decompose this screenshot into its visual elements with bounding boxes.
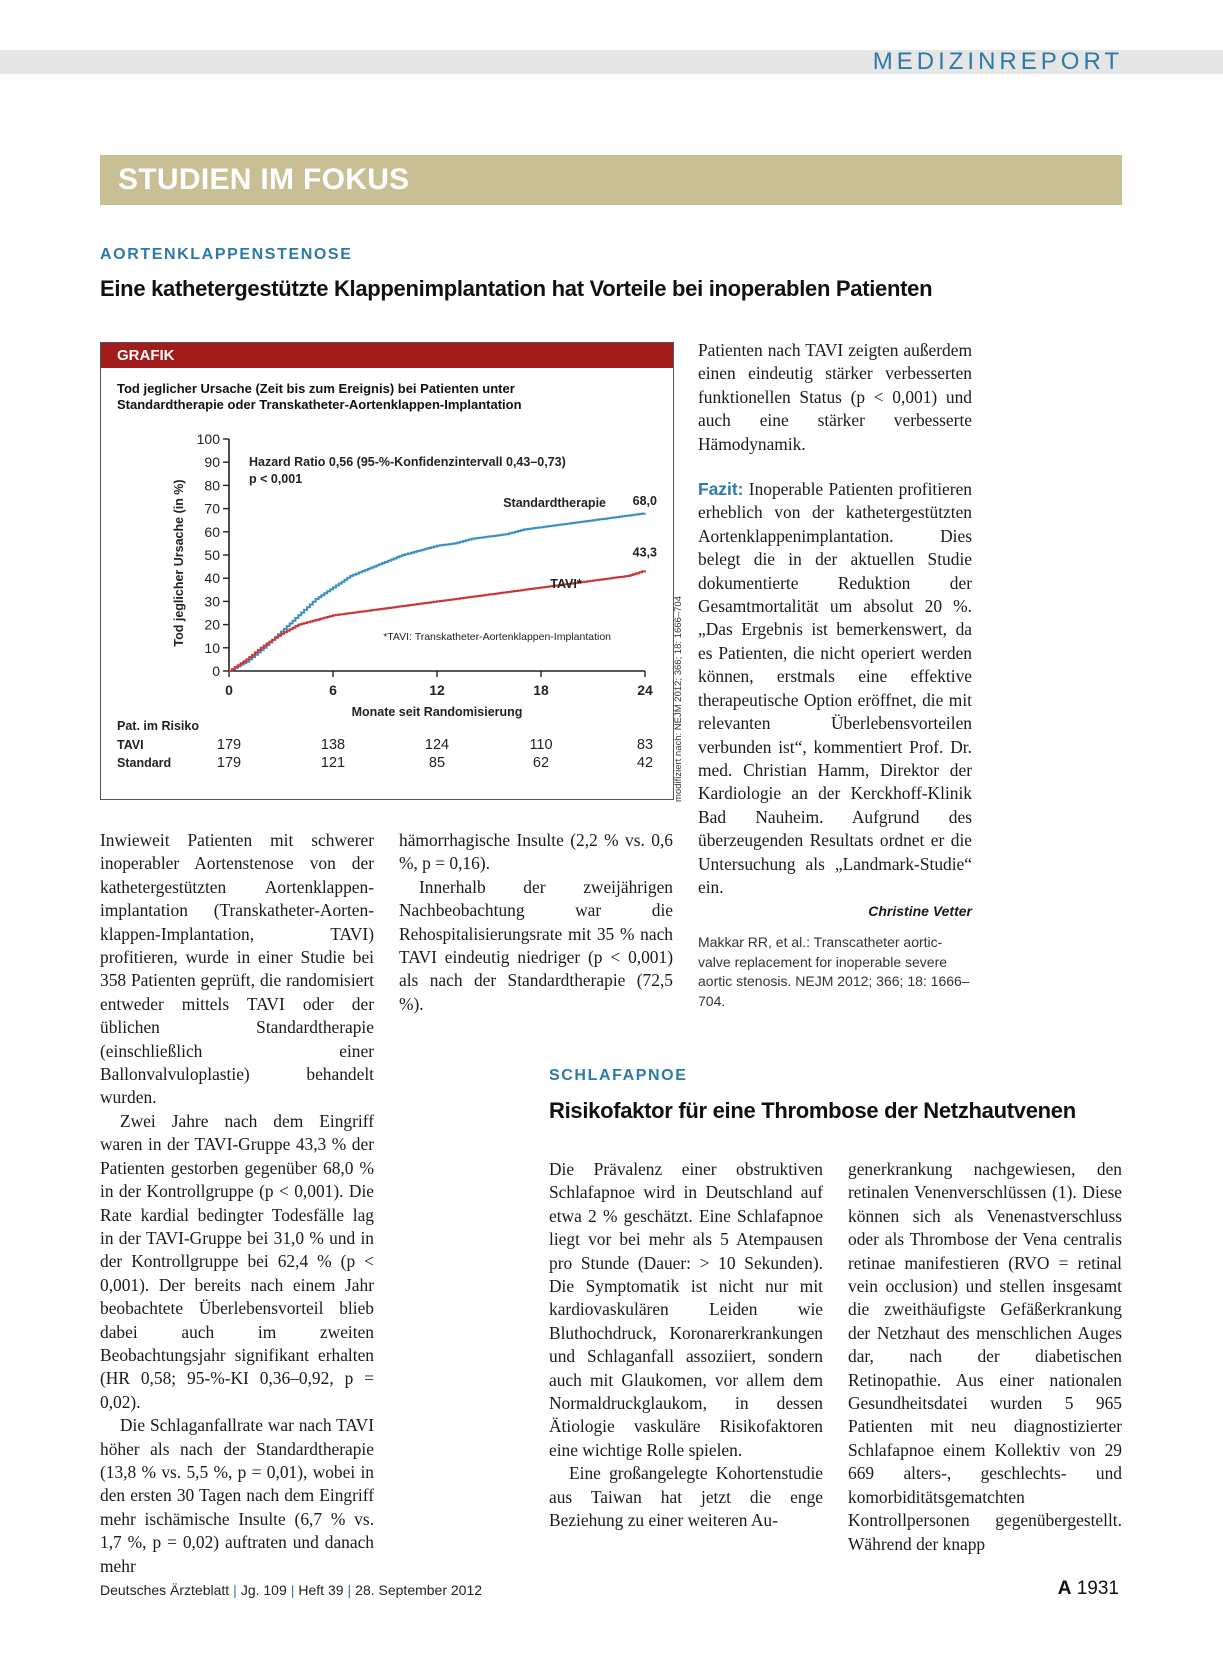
- y-tick-label: 0: [212, 663, 220, 679]
- article1-column3: [698, 339, 972, 899]
- article1-col3-intro: Patienten nach TAVI zeigten außerdem einen eindeutig stärker verbesserten funktionellen Status (p < 0,001) und auch eine stärker verbesserte Hämodynamik.: [698, 340, 972, 454]
- graphic-credit-text: modifiziert nach: NEJM 2012; 366; 18: 1666–704: [673, 596, 684, 802]
- y-tick-label: 60: [204, 523, 220, 540]
- fazit-text: Inoperable Patienten profitieren erheblich von der kathetergestützten Aortenklappenimplantation. Dies belegt die in der aktuellen Studie dokumentierte Reduktion der Gesamtmortalität um absolut 20 %. „Das Ergebnis ist bemerkenswert, da es Patienten, die nicht operiert werden können, erstmals eine effektive therapeutische Option eröffnet, die mit relevanten Überlebensvorteilen verbunden ist“, kommentiert Prof. Dr. med. Christian Hamm, Direktor der Kardiologie an der Kerckhoff-Klinik Bad Nauheim. Aufgrund des überzeugenden Resultats ordnet er die Untersuchung als „Landmark-Studie“ ein.: [698, 479, 972, 897]
- page-number: [1058, 1578, 1119, 1600]
- article1-reference: Makkar RR, et al.: Transcatheter aortic-valve replacement for inoperable severe aortic stenosis. NEJM 2012; 366; 18: 1666–704.: [698, 934, 970, 1009]
- risk-value: 121: [320, 755, 346, 771]
- graphic-box: [100, 342, 674, 800]
- article1-headline: Eine kathetergestützte Klappenimplantation hat Vorteile bei inoperablen Patienten: [100, 276, 933, 301]
- survival-chart: [101, 343, 675, 801]
- series-label: Standardtherapie: [503, 496, 606, 510]
- y-tick-label: 100: [196, 431, 220, 447]
- y-tick-label: 80: [204, 477, 220, 494]
- x-tick-label: 18: [533, 682, 549, 698]
- p-value-annotation: p < 0,001: [249, 472, 303, 486]
- risk-row-label: Standard: [117, 756, 172, 770]
- article1-column1: [100, 829, 374, 1578]
- page-prefix: A: [1057, 1578, 1072, 1599]
- risk-value: 42: [636, 755, 654, 771]
- article2-kicker: SCHLAFAPNOE: [549, 1067, 688, 1084]
- article1-column2: [399, 829, 673, 1016]
- section-label: MEDIZINREPORT: [872, 48, 1123, 75]
- series-label: TAVI*: [550, 577, 582, 591]
- risk-table-header: Pat. im Risiko: [117, 719, 199, 733]
- x-tick-label: 6: [329, 682, 337, 698]
- article1-col1-para1: Inwieweit Patienten mit schwerer inoperabler Aortenstenose von der kathetergestützten Aortenklappen-implantation (Transkatheter-Aorten-klappen-Implantation, TAVI) profitieren, wurde in einer Studie bei 358 Patienten geprüft, die randomisiert entweder mittels TAVI oder der üblichen Standardtherapie (einschließlich einer Ballonvalvuloplastie) behandelt wurden.: [100, 830, 374, 1108]
- article1-author: Christine Vetter: [868, 903, 972, 919]
- risk-value: 110: [529, 737, 553, 753]
- footer-volume: Jg. 109: [240, 1582, 287, 1598]
- y-tick-label: 90: [204, 454, 220, 471]
- article2-headline: Risikofaktor für eine Thrombose der Netzhautvenen: [549, 1098, 1076, 1123]
- risk-value: 179: [216, 737, 242, 753]
- risk-value: 85: [428, 755, 446, 771]
- graphic-label: GRAFIK: [101, 343, 673, 368]
- footer: Deutsches Ärzteblatt | Jg. 109 | Heft 39 | 28. September 2012: [100, 1582, 483, 1598]
- risk-value: 62: [532, 755, 550, 771]
- fazit-label: Fazit:: [698, 479, 744, 500]
- graphic-title-line1: Tod jeglicher Ursache (Zeit bis zum Ereignis) bei Patienten unter: [117, 381, 515, 396]
- risk-value: 124: [424, 737, 450, 753]
- graphic-title-line2: Standardtherapie oder Transkatheter-Aortenklappen-Implantation: [117, 397, 522, 412]
- article2-col2-para1: generkrankung nachgewiesen, den retinalen Venenverschlüssen (1). Diese können sich als Venenastverschluss oder als Thrombose der Vena centralis retinae manifestieren (RVO = retinal vein occlusion) und stellen insgesamt die zweithäufigste Gefäßerkrankung der Netzhaut des menschlichen Auges dar, nach der diabetischen Retinopathie. Aus einer nationalen Gesundheitsdatei wurden 5 965 Patienten mit neu diagnostizierter Schlafapnoe einem Kollektiv von 29 669 alters-, geschlechts- und komorbiditätsgematchten Kontrollpersonen gegenübergestellt. Während der knapp: [848, 1159, 1122, 1554]
- x-axis-label: Monate seit Randomisierung: [351, 705, 523, 719]
- y-tick-label: 50: [204, 547, 220, 563]
- series-line-tavi: [229, 571, 645, 672]
- y-tick-label: 30: [204, 593, 220, 610]
- article2-col1-para2: Eine großangelegte Kohortenstudie aus Taiwan hat jetzt die enge Beziehung zu einer weiteren Au-: [549, 1463, 823, 1531]
- risk-value: 179: [216, 755, 242, 771]
- x-tick-label: 0: [225, 682, 233, 698]
- article2-column1: [549, 1158, 823, 1533]
- graphic-credit: [673, 596, 687, 802]
- x-tick-label: 12: [429, 682, 445, 698]
- footer-date: 28. September 2012: [355, 1582, 483, 1598]
- risk-value: 83: [636, 737, 654, 753]
- risk-row-label: TAVI: [117, 738, 144, 752]
- article1-fazit: [698, 478, 972, 899]
- page-number-value: 1931: [1076, 1578, 1119, 1599]
- article1-col2-para1: hämorrhagische Insulte (2,2 % vs. 0,6 %, p = 0,16).: [399, 830, 673, 874]
- risk-value: 138: [320, 737, 346, 753]
- y-tick-label: 20: [204, 616, 220, 633]
- series-line-standardtherapie: [229, 513, 645, 671]
- footer-journal: Deutsches Ärzteblatt: [100, 1582, 230, 1598]
- footer-issue: Heft 39: [298, 1582, 344, 1598]
- y-axis-label: Tod jeglicher Ursache (in %): [172, 479, 186, 647]
- series-end-value: 68,0: [632, 494, 657, 509]
- article2-column2: [848, 1158, 1122, 1556]
- y-tick-label: 10: [204, 639, 220, 656]
- article2-col1-para1: Die Prävalenz einer obstruktiven Schlafapnoe wird in Deutschland auf etwa 2 % geschätzt. Eine Schlafapnoe liegt vor bei mehr als 5 Atempausen pro Stunde (Dauer: > 10 Sekunden). Die Symptomatik ist nicht nur mit kardiovaskulären Leiden wie Bluthochdruck, Koronarerkrankungen und Schlaganfall assoziiert, sondern auch mit Glaukomen, vor allem dem Normaldruckglaukom, in dessen Ätiologie vaskuläre Risikofaktoren eine wichtige Rolle spielen.: [549, 1159, 823, 1460]
- article1-col1-para2: Zwei Jahre nach dem Eingriff waren in der TAVI-Gruppe 43,3 % der Patienten gestorben gegenüber 68,0 % in der Kontrollgruppe (p < 0,001). Die Rate kardial bedingter Todesfälle lag in der TAVI-Gruppe bei 31,0 % und in der Kontrollgruppe bei 62,4 % (p < 0,001). Der bereits nach einem Jahr beobachtete Überlebensvorteil blieb dabei auch im zweiten Beobachtungsjahr signifikant erhalten (HR 0,58; 95-%-KI 0,36–0,92, p = 0,02).: [100, 1110, 374, 1412]
- hazard-ratio-annotation: Hazard Ratio 0,56 (95-%-Konfidenzintervall 0,43–0,73): [249, 455, 566, 469]
- y-tick-label: 70: [204, 500, 220, 517]
- x-tick-label: 24: [637, 682, 653, 698]
- y-tick-label: 40: [204, 570, 220, 587]
- article1-col2-para2: Innerhalb der zweijährigen Nachbeobachtung war die Rehospitalisierungsrate mit 35 % nach TAVI eindeutig niedriger (p < 0,001) als nach der Standardtherapie (72,5 %).: [399, 876, 673, 1014]
- article1-col1-para3: Die Schlaganfallrate war nach TAVI höher als nach der Standardtherapie (13,8 % vs. 5,5 %, p = 0,01), wobei in den ersten 30 Tagen nach dem Eingriff mehr ischämische Insulte (6,7 % vs. 1,7 %, p = 0,02) auftraten und danach mehr: [100, 1415, 374, 1576]
- series-end-value: 43,3: [632, 545, 657, 560]
- banner-title: STUDIEN IM FOKUS: [100, 155, 1122, 205]
- article1-kicker: AORTENKLAPPENSTENOSE: [100, 246, 353, 263]
- chart-footnote: *TAVI: Transkatheter-Aortenklappen-Implantation: [383, 631, 611, 643]
